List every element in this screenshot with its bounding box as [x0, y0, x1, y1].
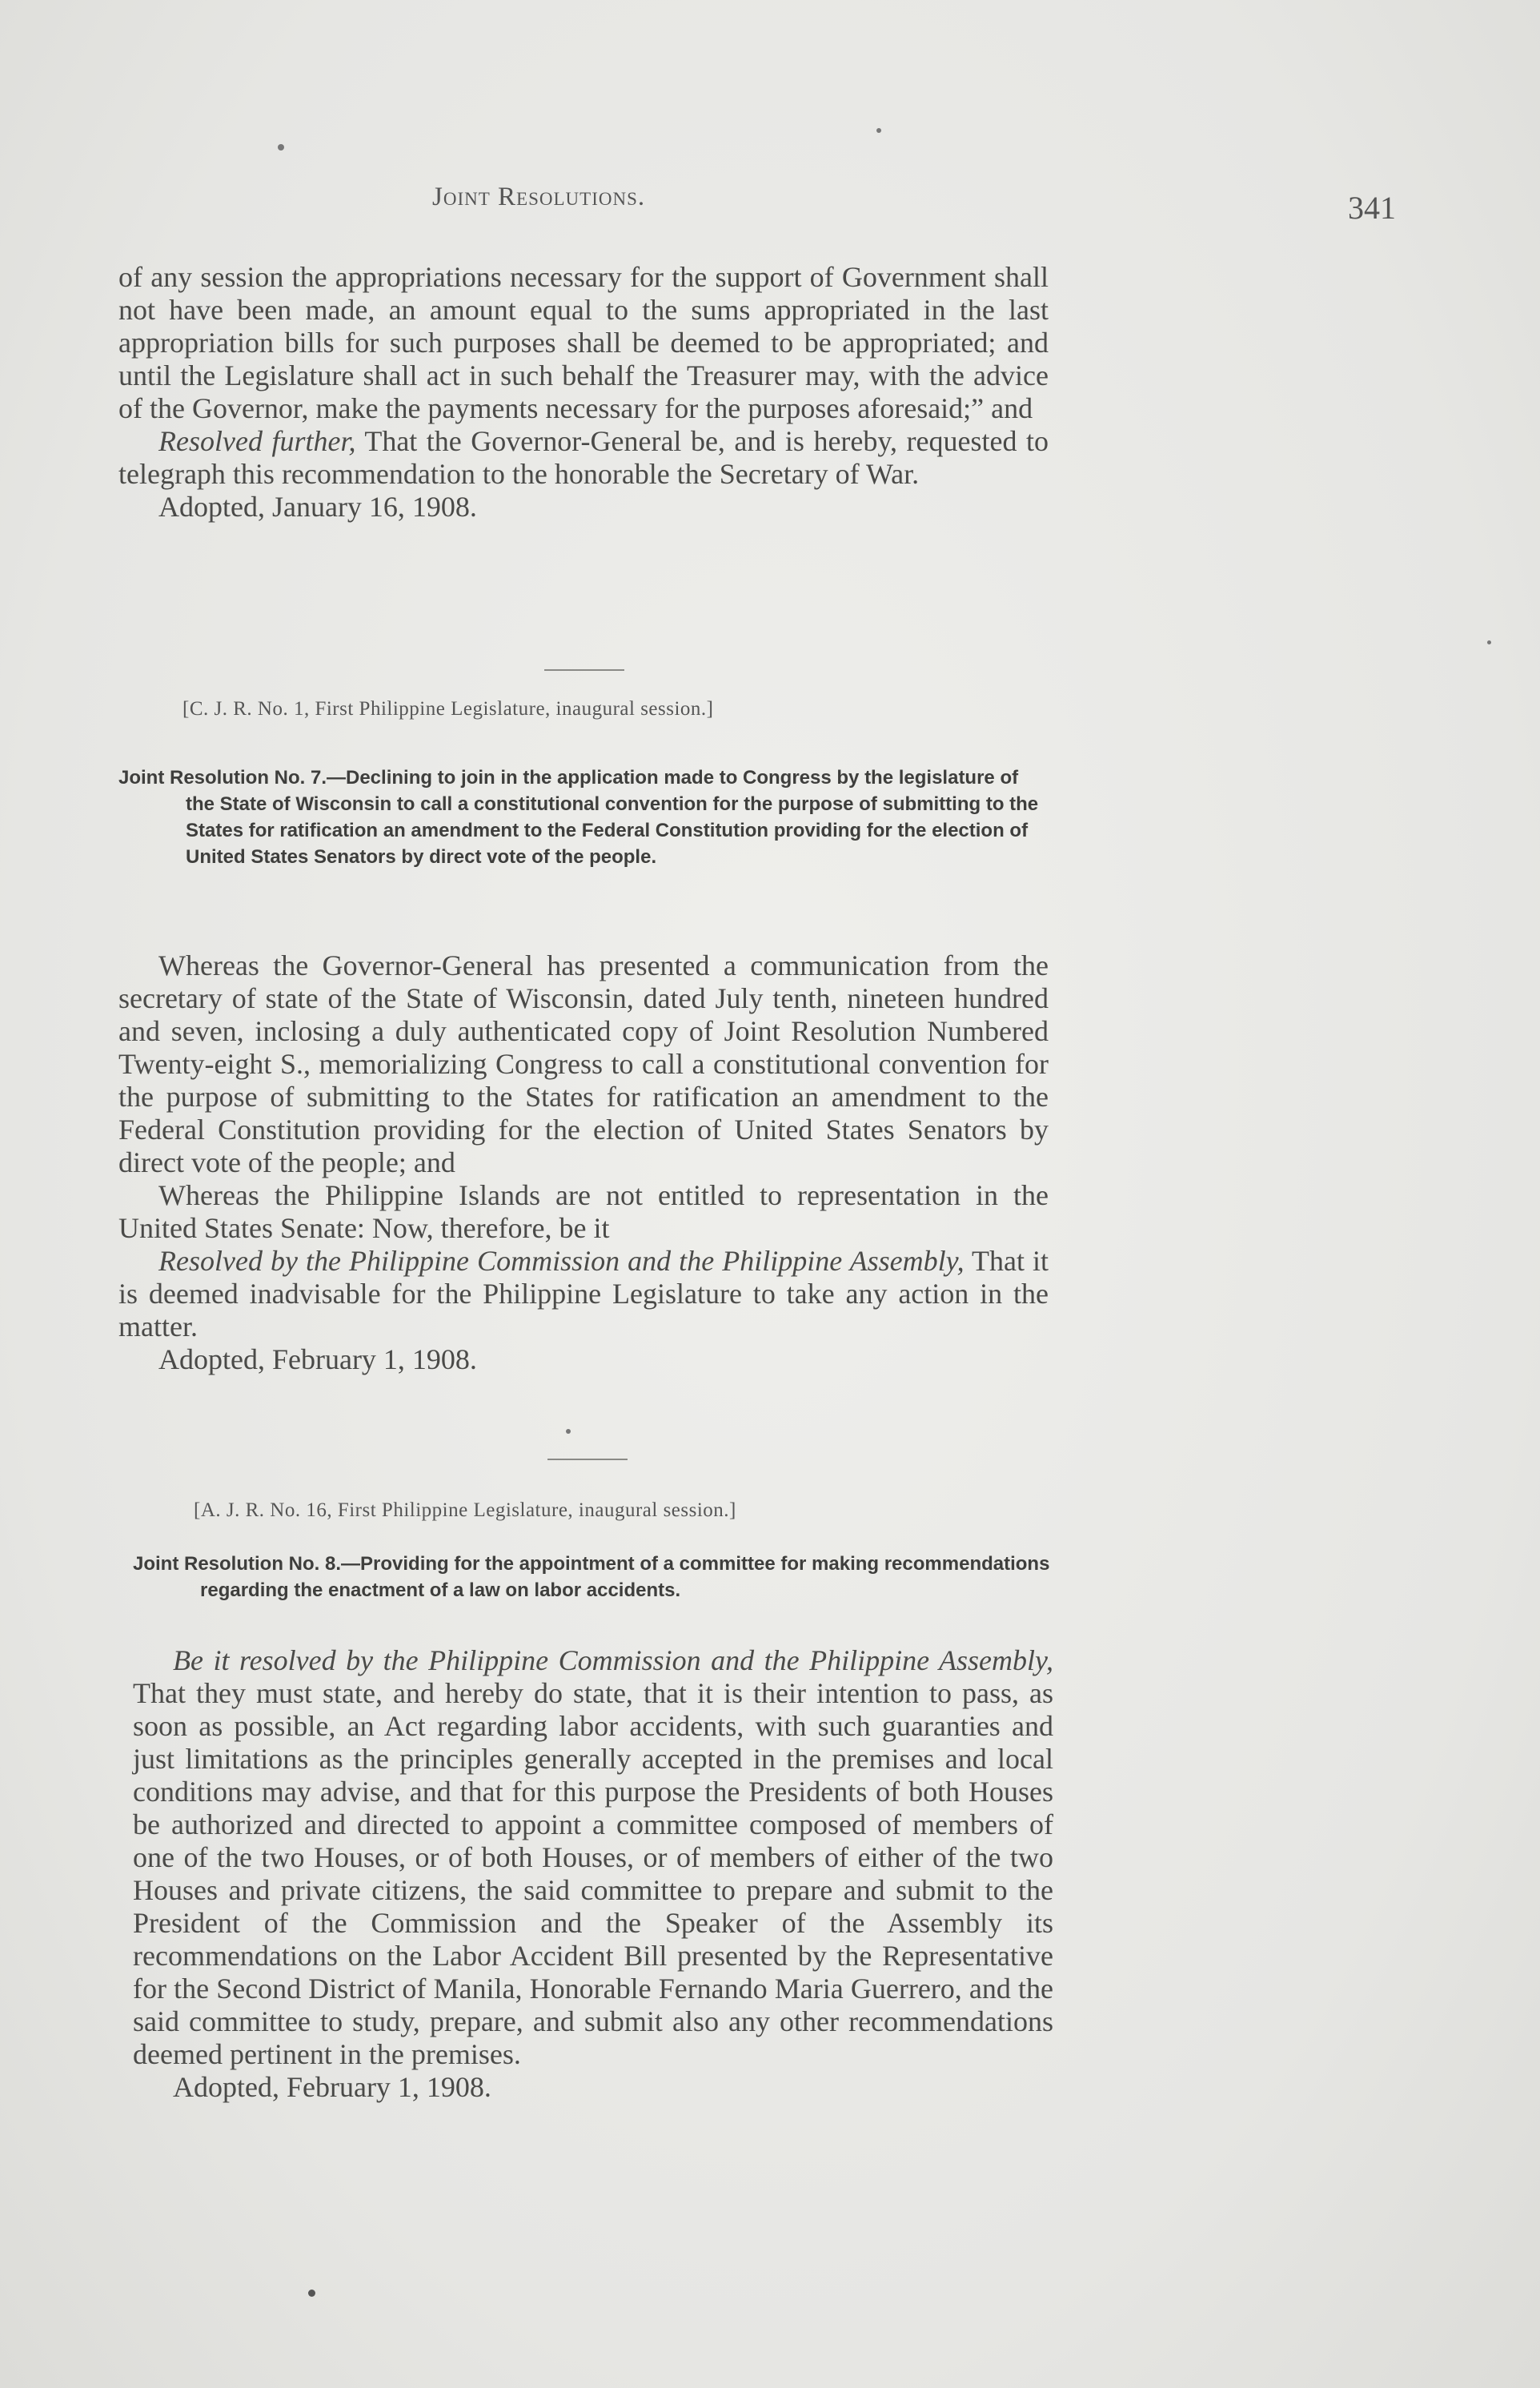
- resolved-paragraph-7: [118, 1245, 1049, 1343]
- resolved-further-text: That the Governor-General be, and is hereby, requested to telegraph this recommendation to the honorable the Secretary of War.: [118, 425, 1049, 490]
- section-divider-1: [544, 669, 624, 671]
- resolved-text-8: That they must state, and hereby do state, that it is their intention to pass, as soon as possible, an Act regarding labor accidents, with such guaranties and just limitations as the principles generally accepted in the premises and local conditions may advise, and that for this purpose the Presidents of both Houses be authorized and directed to appoint a committee composed of members of one of the two Houses, or of both Houses, or of members of either of the two Houses and private citizens, the said committee to prepare and submit to the President of the Commission and the Speaker of the Assembly its recommendations on the Labor Accident Bill presented by the Representative for the Second District of Manila, Honorable Fernando Maria Guerrero, and the said committee to study, prepare, and submit also any other recommendations deemed pertinent in the premises.: [133, 1677, 1053, 2070]
- adopted-date-3: Adopted, February 1, 1908.: [173, 2071, 491, 2103]
- citation-1: [C. J. R. No. 1, First Philippine Legislature, inaugural session.]: [182, 698, 714, 720]
- whereas-paragraph-1: Whereas the Governor-General has presented a communication from the secretary of state of the State of Wisconsin, dated July tenth, nineteen hundred and seven, inclosing a duly authenticated copy of Joint Resolution Numbered Twenty-eight S., memorializing Congress to call a constitutional convention for the purpose of submitting to the States for ratification an amendment to the Federal Constitution providing for the election of United States Senators by direct vote of the people; and: [118, 949, 1049, 1178]
- resolution-7-body: [118, 949, 1049, 1376]
- running-head: Joint Resolutions.: [432, 183, 646, 211]
- resolution-8-title-text: Joint Resolution No. 8.—Providing for the appointment of a committee for making recommendations regarding the enactment of a law on labor accidents.: [133, 1553, 1050, 1601]
- scan-speck: [566, 1429, 571, 1434]
- page-number: 341: [1348, 190, 1396, 226]
- resolved-further-paragraph: [118, 425, 1049, 491]
- scan-speck: [1487, 640, 1491, 644]
- resolved-text-7: That it is deemed inadvisable for the Philippine Legislature to take any action in the matter.: [118, 1245, 1049, 1342]
- resolved-italic-7: Resolved by the Philippine Commission and the Philippine Assembly,: [158, 1245, 965, 1277]
- resolution-7-title: [118, 765, 1049, 870]
- citation-2: [A. J. R. No. 16, First Philippine Legislature, inaugural session.]: [194, 1499, 736, 1521]
- resolution-7-title-text: Joint Resolution No. 7.—Declining to join in the application made to Congress by the legislature of the State of Wisconsin to call a constitutional convention for the purpose of submitting to the States for ratification an amendment to the Federal Constitution providing for the election of United States Senators by direct vote of the people.: [118, 767, 1039, 868]
- adopted-date-1: Adopted, January 16, 1908.: [158, 491, 477, 523]
- resolved-paragraph-8: [133, 1644, 1053, 2071]
- resolved-italic-8: Be it resolved by the Philippine Commission and the Philippine Assembly,: [173, 1644, 1053, 1676]
- section-divider-2: [547, 1459, 628, 1460]
- section-continuation: [118, 261, 1049, 524]
- whereas-paragraph-2: Whereas the Philippine Islands are not entitled to representation in the United States Senate: Now, therefore, be it: [118, 1179, 1049, 1244]
- resolution-8-title: [133, 1551, 1053, 1603]
- scan-speck: [278, 144, 284, 151]
- resolved-further-italic: Resolved further,: [158, 425, 356, 457]
- scan-speck: [308, 2290, 315, 2297]
- continuation-paragraph: of any session the appropriations necessary for the support of Government shall not have been made, an amount equal to the sums appropriated in the last appropriation bills for such purposes shall be deemed to be appropriated; and until the Legislature shall act in such behalf the Treasurer may, with the advice of the Governor, make the payments necessary for the purposes aforesaid;” and: [118, 261, 1049, 424]
- adopted-date-2: Adopted, February 1, 1908.: [158, 1343, 477, 1375]
- scan-speck: [876, 128, 881, 133]
- resolution-8-body: [133, 1644, 1053, 2104]
